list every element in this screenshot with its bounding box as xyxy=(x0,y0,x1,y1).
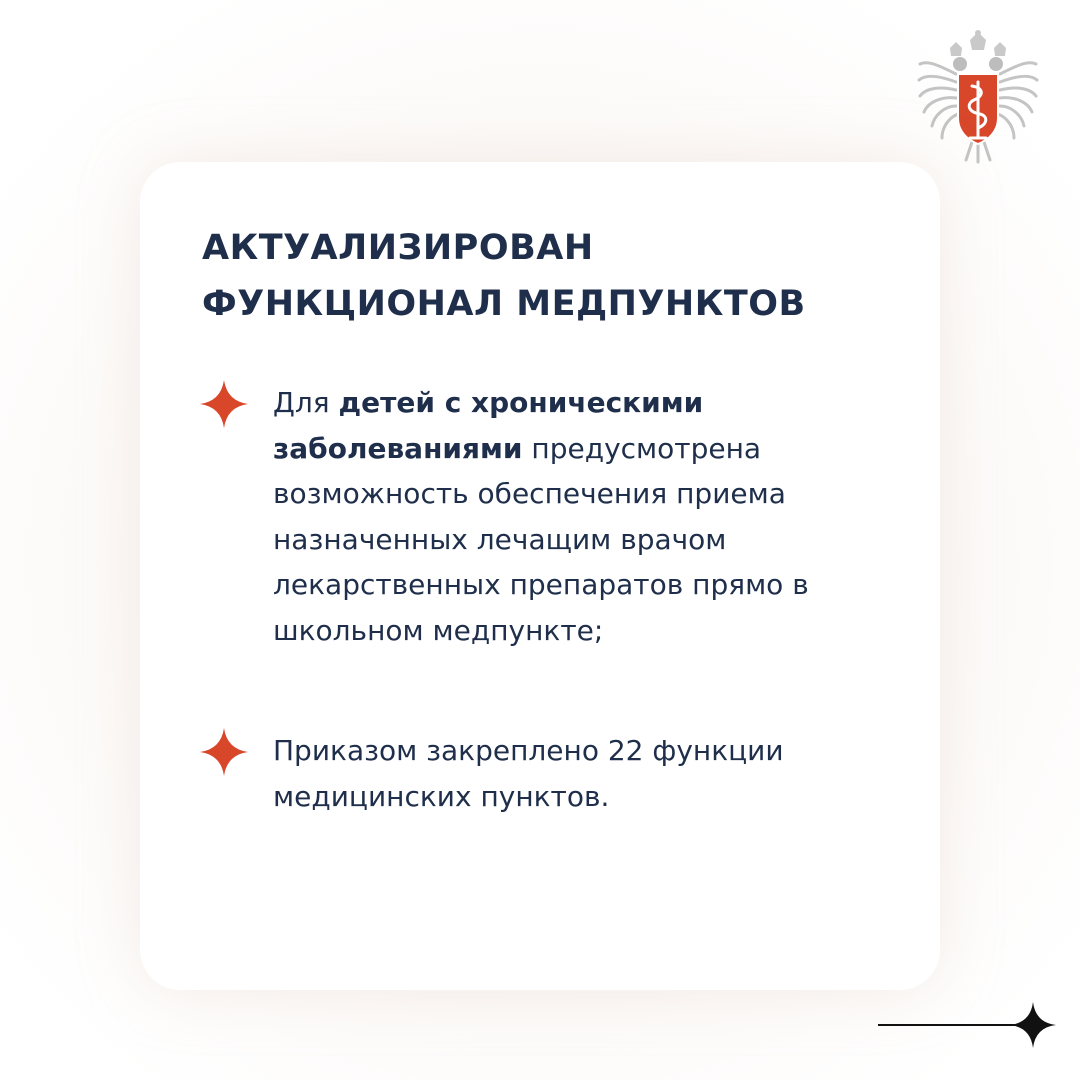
bullet-1-rest: предусмотрена возможность обеспечения приема назначенных лечащим врачом лекарственных препаратов прямо в школьном медпункте; xyxy=(273,431,809,647)
title-line-1: АКТУАЛИЗИРОВАН xyxy=(202,228,594,268)
bullet-1-bold: детей с хроническими заболеваниями xyxy=(273,386,704,465)
bullet-1-prefix: Для xyxy=(273,386,339,419)
corner-divider-line xyxy=(878,1024,1028,1026)
bullet-text-1 xyxy=(273,380,841,653)
title-line-2: ФУНКЦИОНАЛ МЕДПУНКТОВ xyxy=(202,284,806,324)
page-title xyxy=(202,220,902,332)
ministry-emblem-icon xyxy=(916,30,1040,166)
bullet-text-2: Приказом закреплено 22 функции медицинских пунктов. xyxy=(273,734,784,813)
content-card xyxy=(140,162,940,990)
corner-four-point-star-icon xyxy=(1010,1002,1056,1048)
four-point-star-icon xyxy=(200,728,248,776)
four-point-star-icon xyxy=(200,380,248,428)
